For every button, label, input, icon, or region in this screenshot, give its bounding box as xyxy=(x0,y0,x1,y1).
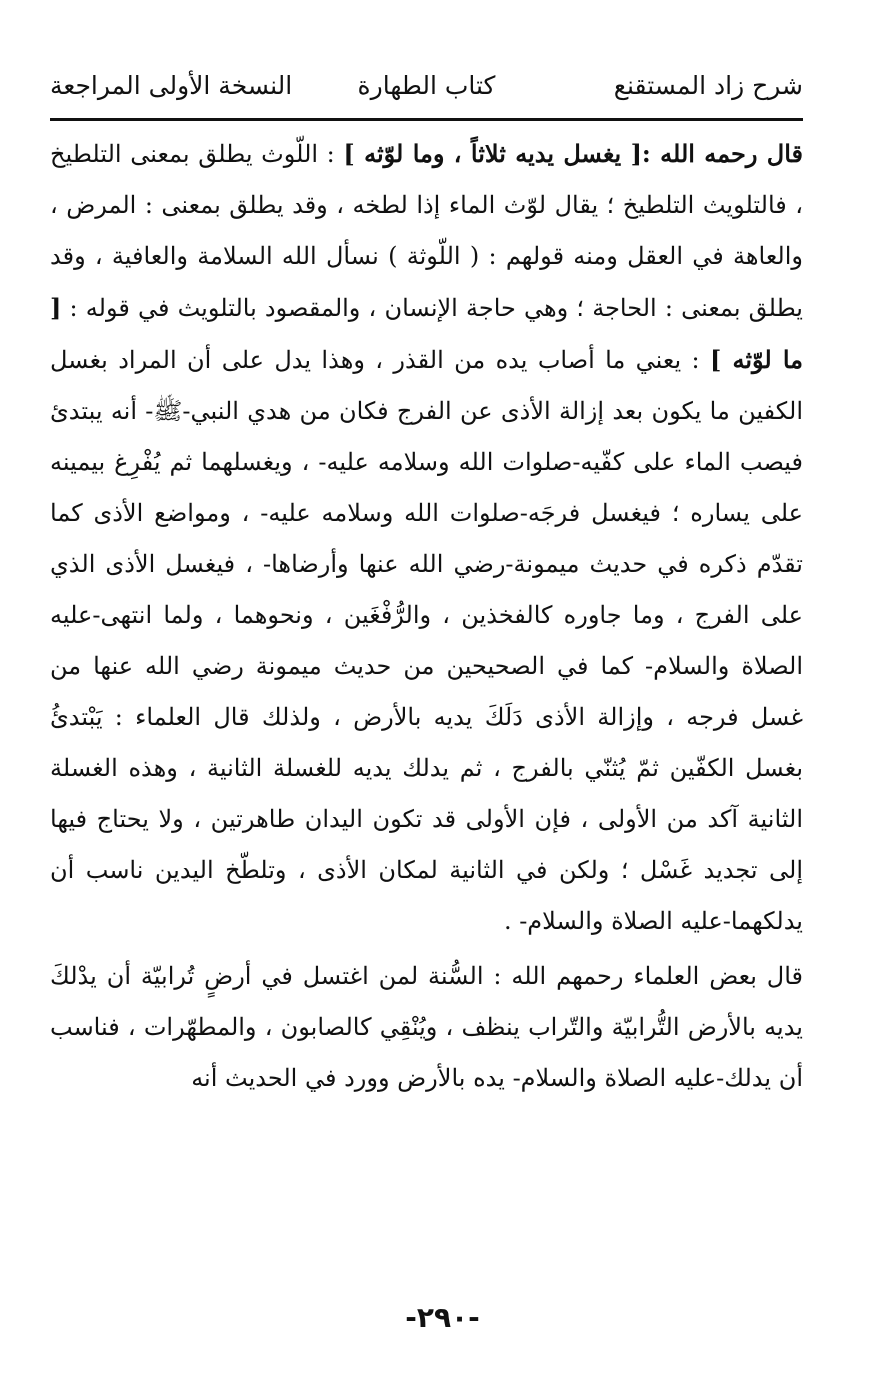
paragraph-2 xyxy=(50,951,803,1104)
header-edition-note: النسخة الأولى المراجعة xyxy=(50,71,293,100)
running-header xyxy=(50,64,803,108)
commentary-text: : اللّوث يطلق بمعنى التلطيخ ، فالتلويث التلطيخ ؛ يقال لوّث الماء إذا لطخه ، وقد يطلق بمعنى : المرض ، والعاهة في العقل ومنه قولهم : ( اللّوثة ) نسأل الله السلامة والعافية ، وقد يطلق بمعنى : الحاجة ؛ وهي حاجة الإنسان ، والمقصود بالتلويث في قوله : xyxy=(50,140,803,322)
page-number: -٢٩٠- xyxy=(405,1301,480,1334)
commentary-text: قال بعض العلماء رحمهم الله : السُّنة لمن اغتسل في أرضٍ تُرابيّة أن يدْلكَ يديه بالأرض التُّرابيّة والتّراب ينظف ، ويُنْقِي كالصابون ، والمطهّرات ، فناسب أن يدلك-عليه الصلاة والسلام- يده بالأرض وورد في الحديث أنه xyxy=(50,962,803,1092)
commentary-text: : يعني ما أصاب يده من القذر ، وهذا يدل على أن المراد بغسل الكفين ما يكون بعد إزالة الأذى عن الفرج فكان من هدي النبي-ﷺ- أنه يبتدئ فيصب الماء على كفّيه-صلوات الله وسلامه عليه- ، ويغسلهما ثم يُفْرِغ بيمينه على يساره ؛ فيغسل فرجَه-صلوات الله وسلامه عليه- ، ومواضع الأذى كما تقدّم ذكره في حديث ميمونة-رضي الله عنها وأرضاها- ، فيغسل الأذى الذي على الفرج ، وما جاوره كالفخذين ، والرُّفْغَين ، ونحوهما ، ولما انتهى-عليه الصلاة والسلام- كما في الصحيحين من حديث ميمونة رضي الله عنها من غسل فرجه ، وإزالة الأذى دَلَكَ يديه بالأرض ، ولذلك قال العلماء : يَبْتدئُ بغسل الكفّين ثمّ يُثنّي بالفرج ، ثم يدلك يديه للغسلة الثانية ، وهذه الغسلة الثانية آكد من الأولى ، فإن الأولى قد تكون اليدان طاهرتين ، ولا يحتاج فيها إلى تجديد غَسْل ؛ ولكن في الثانية لمكان الأذى ، وتلطّخ اليدين ناسب أن يدلكهما-عليه الصلاة والسلام- . xyxy=(50,346,804,935)
page-body xyxy=(50,128,803,1104)
header-chapter-title: كتاب الطهارة xyxy=(357,71,496,100)
header-book-title: شرح زاد المستقنع xyxy=(613,71,803,100)
matn-quote: قال رحمه الله :[ يغسل يديه ثلاثاً ، وما لوّثه ] xyxy=(343,139,803,168)
matn-quote-inline: [ ما لوّثه ] xyxy=(50,293,803,374)
header-divider xyxy=(50,118,803,121)
paragraph-1 xyxy=(50,128,803,947)
